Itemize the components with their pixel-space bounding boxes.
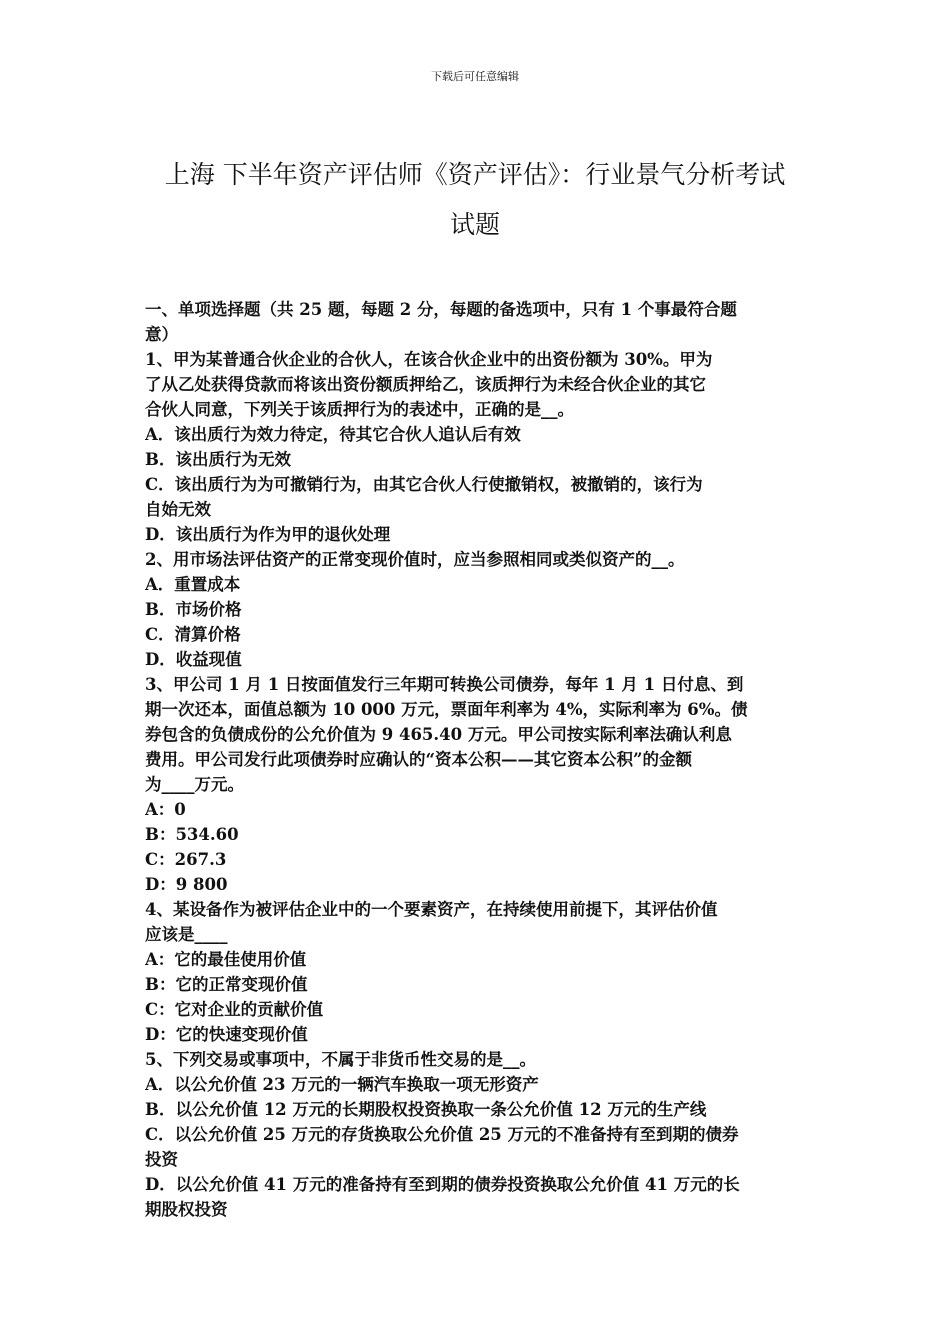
- text-line: D．收益现值: [145, 650, 242, 669]
- title-line-1: 上海 下半年资产评估师《资产评估》：行业景气分析考试: [164, 160, 786, 189]
- text-line: 券包含的负债成份的公允价值为 9 465.40 万元。甲公司按实际利率法确认利息: [145, 725, 732, 744]
- text-line: 一、单项选择题（共 25 题，每题 2 分，每题的备选项中，只有 1 个事最符合题: [145, 300, 737, 319]
- text-line: C．该出质行为为可撤销行为，由其它合伙人行使撤销权，被撤销的，该行为: [145, 475, 703, 494]
- text-line: 应该是____: [145, 925, 228, 944]
- text-line: B：它的正常变现价值: [145, 975, 308, 994]
- text-line: D：它的快速变现价值: [145, 1025, 308, 1044]
- text-line: 3、甲公司 1 月 1 日按面值发行三年期可转换公司债券，每年 1 月 1 日付息、到: [145, 675, 744, 694]
- text-line: 2、用市场法评估资产的正常变现价值时，应当参照相同或类似资产的__。: [145, 550, 685, 569]
- text-line: B．市场价格: [145, 600, 242, 619]
- text-line: A：0: [145, 800, 186, 819]
- document-body: [145, 297, 810, 1222]
- text-line: A：它的最佳使用价值: [145, 950, 307, 969]
- text-line: 合伙人同意，下列关于该质押行为的表述中，正确的是__。: [145, 400, 574, 419]
- text-line: 为____万元。: [145, 775, 244, 794]
- text-line: 1、甲为某普通合伙企业的合伙人，在该合伙企业中的出资份额为 30%。甲为: [145, 350, 713, 369]
- text-line: 期一次还本，面值总额为 10 000 万元，票面年利率为 4%，实际利率为 6%。债: [145, 700, 748, 719]
- text-line: B．以公允价值 12 万元的长期股权投资换取一条公允价值 12 万元的生产线: [145, 1100, 707, 1119]
- text-line: A．以公允价值 23 万元的一辆汽车换取一项无形资产: [145, 1075, 539, 1094]
- text-line: C．清算价格: [145, 625, 241, 644]
- text-line: 意）: [145, 325, 178, 344]
- text-line: D：9 800: [145, 875, 228, 894]
- text-line: C：267.3: [145, 850, 227, 869]
- document-title: [145, 150, 805, 250]
- title-line-2: 试题: [449, 210, 500, 239]
- text-line: A．重置成本: [145, 575, 241, 594]
- text-line: B：534.60: [145, 825, 239, 844]
- text-line: 费用。甲公司发行此项债券时应确认的“资本公积——其它资本公积”的金额: [145, 750, 692, 769]
- text-line: D．以公允价值 41 万元的准备持有至到期的债券投资换取公允价值 41 万元的长: [145, 1175, 740, 1194]
- text-line: 了从乙处获得贷款而将该出资份额质押给乙，该质押行为未经合伙企业的其它: [145, 375, 706, 394]
- text-line: C．以公允价值 25 万元的存货换取公允价值 25 万元的不准备持有至到期的债券: [145, 1125, 739, 1144]
- text-line: 投资: [145, 1150, 178, 1169]
- text-line: D．该出质行为作为甲的退伙处理: [145, 525, 391, 544]
- text-line: 4、某设备作为被评估企业中的一个要素资产，在持续使用前提下，其评估价值: [145, 900, 718, 919]
- text-line: A．该出质行为效力待定，待其它合伙人追认后有效: [145, 425, 521, 444]
- text-line: 期股权投资: [145, 1200, 228, 1219]
- text-line: C：它对企业的贡献价值: [145, 1000, 324, 1019]
- text-line: 5、下列交易或事项中，不属于非货币性交易的是__。: [145, 1050, 536, 1069]
- text-line: B．该出质行为无效: [145, 450, 291, 469]
- text-line: 自始无效: [145, 500, 211, 519]
- header-note: 下载后可任意编辑: [431, 70, 519, 83]
